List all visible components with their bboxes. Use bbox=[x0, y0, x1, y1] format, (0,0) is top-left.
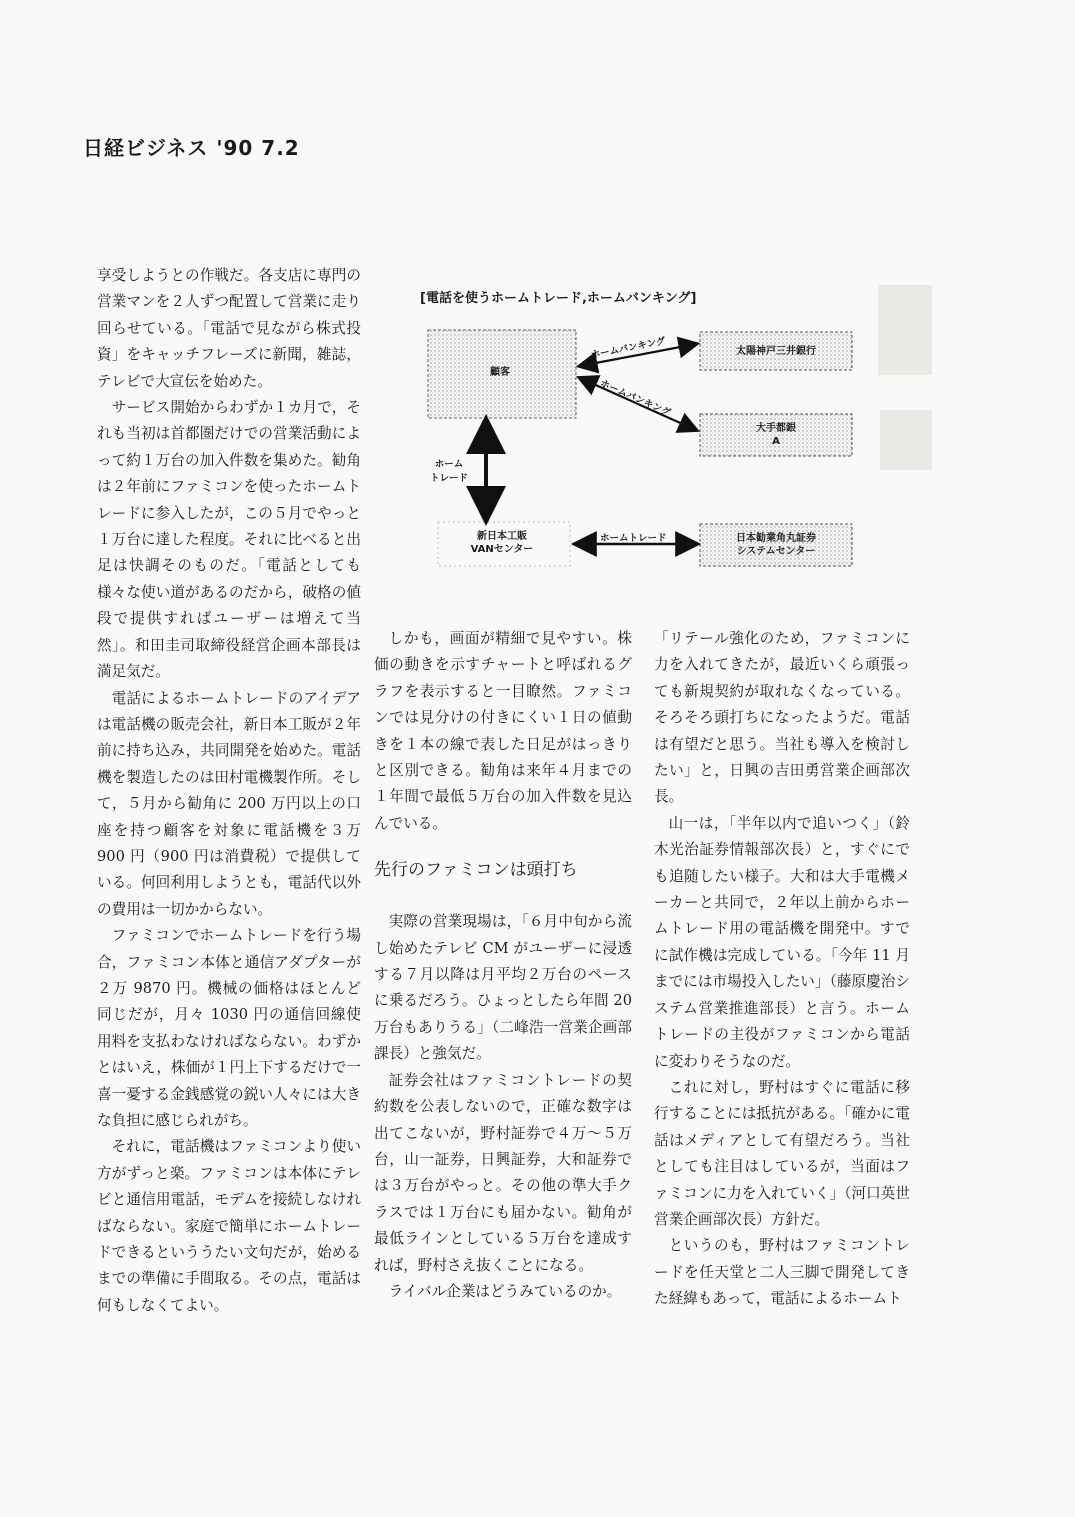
publication-header: 日経ビジネス '90 7.2 bbox=[83, 136, 300, 160]
node-bank1-label: 太陽神戸三井銀行 bbox=[736, 346, 816, 357]
node-van-label: 新日本工販 VANセンター bbox=[470, 531, 534, 555]
paragraph: しかも，画面が精細で見やすい。株価の動きを示すチャートと呼ばれるグラフを表示すると一目瞭然。ファミコンでは見分けの付きにくい１日の値動きを１本の線で表した日足がはっきりと区別できる。勧角は来年４月までの１年間で最低５万台の加入件数を見込んでいる。 bbox=[374, 630, 632, 832]
figure-title: [電話を使うホームトレード,ホームバンキング] bbox=[420, 291, 697, 306]
paragraph: サービス開始からわずか１カ月で，それも当初は首都圏だけでの営業活動によって約１万台の加入件数を集めた。勧角は２年前にファミコンを使ったホームトレードに参入したが，この５月でやっと１万台に達した程度。それに比べると出足は快調そのものだ。「電話としても様々な使い道があるのだから，破格の値段で提供すればユーザーは増えて当然」。和田圭司取締役経営企画本部長は満足気だ。 bbox=[97, 399, 361, 681]
article-column-3 bbox=[654, 626, 910, 1313]
edge-banking1-label: ホームバンキング bbox=[589, 335, 667, 362]
paragraph: 享受しようとの作戦だ。各支店に専門の営業マンを２人ずつ配置して営業に走り回らせている。「電話で見ながら株式投資」をキャッチフレーズに新聞，雑誌，テレビで大宣伝を始めた。 bbox=[97, 267, 361, 390]
paragraph: ライバル企業はどうみているのか。 bbox=[388, 1282, 622, 1300]
diagram-figure bbox=[410, 282, 870, 582]
article-column-1 bbox=[97, 263, 361, 1319]
edge-trade-vertical-label: ホーム トレード bbox=[430, 459, 469, 484]
paragraph: 山一は，「半年以内で追いつく」（鈴木光治証券情報部次長）と，すぐにでも追随したい様子。大和は大手電機メーカーと共同で，２年以上前からホームトレード用の電話機を開発中。すでに試作機は完成している。「今年 11 月までには市場投入したい」（藤原慶治システム営業推進部長）と言う。ホームトレードの主役がファミコンから電話に変わりそうなのだ。 bbox=[654, 814, 910, 1070]
edge-banking2-label: ホームバンキング bbox=[598, 377, 673, 419]
edge-trade-horizontal-label: ホームトレード bbox=[600, 533, 667, 544]
scan-shadow bbox=[880, 410, 932, 470]
node-customer-label: 顧客 bbox=[490, 367, 510, 378]
paragraph: それに，電話機はファミコンより使い方がずっと楽。ファミコンは本体にテレビと通信用電話，モデムを接続しなければならない。家庭で簡単にホームトレードできるといううたい文句だが，始めるまでの準備に手間取る。その点，電話は何もしなくてよい。 bbox=[97, 1138, 361, 1314]
scan-shadow bbox=[878, 285, 932, 375]
paragraph: 証券会社はファミコントレードの契約数を公表しないので，正確な数字は出てこないが，野村証券で４万～５万台，山一証券，日興証券，大和証券では３万台がやっと。その他の準大手クラスでは１万台にも届かない。勧角が最低ラインとしている５万台を達成すれば，野村さえ抜くことになる。 bbox=[374, 1071, 632, 1274]
article-column-2 bbox=[374, 626, 632, 1305]
node-bank2-label: 大手都銀 A bbox=[756, 423, 796, 447]
paragraph: というのも，野村はファミコントレードを任天堂と二人三脚で開発してきた経緯もあって，電話によるホームト bbox=[654, 1237, 910, 1308]
node-securities-label: 日本勧業角丸証券 システムセンター bbox=[736, 533, 816, 557]
paragraph: これに対し，野村はすぐに電話に移行することには抵抗がある。「確かに電話はメディアとして有望だろう。当社としても注目はしているが，当面はファミコンに力を入れていく」（河口英世営業企画部次長）方針だ。 bbox=[654, 1078, 910, 1228]
paragraph: 電話によるホームトレードのアイデアは電話機の販売会社，新日本工販が２年前に持ち込み，共同開発を始めた。電話機を製造したのは田村電機製作所。そして，５月から勧角に 200 万円以上の口座を持つ顧客を対象に電話機を３万 900 円（900 円は消費税）で提供している。何回利用しようとも，電話代以外の費用は一切かからない。 bbox=[97, 689, 361, 918]
paragraph: ファミコンでホームトレードを行う場合，ファミコン本体と通信アダプターが２万 9870 円。機械の価格はほとんど同じだが，月々 1030 円の通信回線使用料を支払わなければならない。わずかとはいえ，株価が１円上下するだけで一喜一憂する金銭感覚の鋭い人々には大きな負担に感じられがち。 bbox=[97, 927, 361, 1129]
section-heading: 先行のファミコンは頭打ち bbox=[374, 860, 578, 881]
paragraph: 「リテール強化のため，ファミコンに力を入れてきたが，最近いくら頑張っても新規契約が取れなくなっている。そろそろ頭打ちになったようだ。電話は有望だと思う。当社も導入を検討したい」と，日興の吉田勇営業企画部次長。 bbox=[654, 630, 910, 806]
paragraph: 実際の営業現場は，「６月中旬から流し始めたテレビ CM がユーザーに浸透する７月以降は月平均２万台のペースに乗るだろう。ひょっとしたら年間 20 万台もありうる」（二峰浩一営業企画部課長）と強気だ。 bbox=[374, 913, 632, 1063]
